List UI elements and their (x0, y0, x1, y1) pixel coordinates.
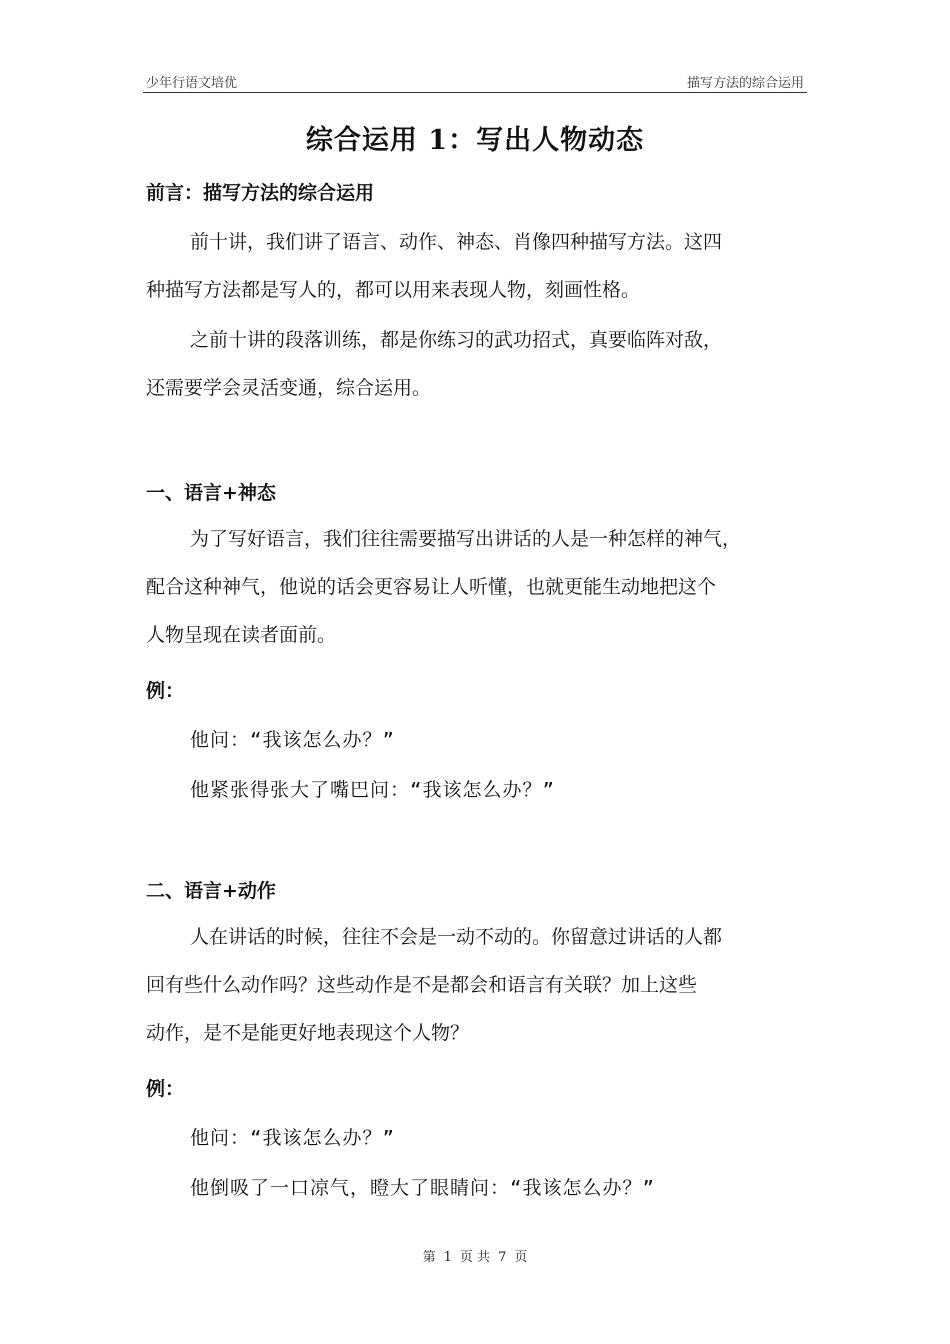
section1-paragraph (146, 515, 810, 659)
section2-paragraph (146, 913, 810, 1057)
footer-mid: 页 共 (459, 1250, 491, 1265)
section1-example-label: 例： (146, 680, 185, 702)
intro-paragraph-1 (146, 218, 810, 314)
text-line: 之前十讲的段落训练，都是你练习的武功招式，真要临阵对敌， (190, 329, 723, 351)
page-number: 1 (443, 1250, 452, 1265)
text-line: 为了写好语言，我们往往需要描写出讲话的人是一种怎样的神气， (190, 528, 742, 550)
page-total: 7 (498, 1250, 507, 1265)
section1-heading: 一、语言+神态 (146, 482, 276, 504)
header-left: 少年行语文培优 (146, 76, 238, 91)
text-line: 前十讲，我们讲了语言、动作、神态、肖像四种描写方法。这四 (190, 231, 723, 253)
section1-example-2: 他紧张得张大了嘴巴问：“我该怎么办？” (190, 779, 555, 801)
intro-paragraph-2 (146, 316, 810, 412)
header-rule (143, 92, 807, 93)
footer-post: 页 (514, 1250, 528, 1265)
text-line: 种描写方法都是写人的，都可以用来表现人物，刻画性格。 (146, 279, 641, 301)
section2-heading: 二、语言+动作 (146, 880, 276, 902)
intro-heading: 前言：描写方法的综合运用 (146, 182, 375, 204)
page-footer (0, 1246, 950, 1265)
text-line: 回有些什么动作吗？这些动作是不是都会和语言有关联？加上这些 (146, 974, 698, 996)
section2-example-label: 例： (146, 1078, 185, 1100)
text-line: 人在讲话的时候，往往不会是一动不动的。你留意过讲话的人都 (190, 926, 723, 948)
page-title: 综合运用 1：写出人物动态 (305, 125, 645, 156)
text-line: 还需要学会灵活变通，综合运用。 (146, 377, 432, 399)
text-line: 配合这种神气，他说的话会更容易让人听懂，也就更能生动地把这个 (146, 576, 717, 598)
section2-example-1: 他问：“我该怎么办？” (190, 1127, 395, 1149)
header-right: 描写方法的综合运用 (686, 76, 804, 91)
footer-pre: 第 (422, 1250, 436, 1265)
text-line: 人物呈现在读者面前。 (146, 624, 337, 646)
section1-example-1: 他问：“我该怎么办？” (190, 729, 395, 751)
text-line: 动作，是不是能更好地表现这个人物？ (146, 1022, 470, 1044)
section2-example-2: 他倒吸了一口凉气，瞪大了眼睛问：“我该怎么办？” (190, 1177, 655, 1199)
